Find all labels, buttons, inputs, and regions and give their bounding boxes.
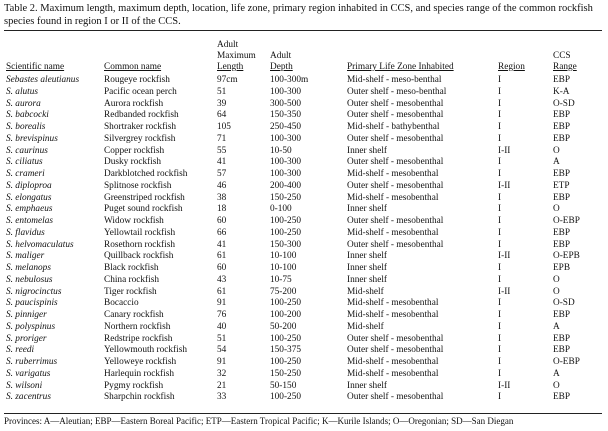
cell-length: 97cm xyxy=(217,75,238,85)
cell-range: EBP xyxy=(553,122,571,132)
header-length-top2: Maximum xyxy=(217,51,256,61)
cell-range: EBP xyxy=(553,333,571,344)
cell-life-zone: Mid-shelf xyxy=(347,321,384,332)
cell-scientific-name: S. melanops xyxy=(6,263,51,273)
cell-range: A xyxy=(553,368,560,379)
cell-region: I xyxy=(498,204,502,215)
cell-region: I xyxy=(498,345,502,356)
cell-life-zone: Mid-shelf - mesobenthal xyxy=(347,310,439,320)
table-row xyxy=(0,122,608,134)
cell-scientific-name: S. diploproa xyxy=(6,180,52,191)
cell-region: I xyxy=(498,133,502,144)
cell-common-name: Yellowmouth rockfish xyxy=(104,345,187,356)
table-caption: Table 2. Maximum length, maximum depth, location, life zone, primary region inhabited in CCS, and species range of the common rockfish species found in region I or II of the CCS. xyxy=(4,3,593,27)
cell-common-name: Puget sound rockfish xyxy=(104,204,183,215)
cell-scientific-name: S. alutus xyxy=(6,86,39,97)
cell-life-zone: Outer shelf - meso-benthal xyxy=(347,86,447,97)
cell-length: 61 xyxy=(217,251,227,262)
cell-common-name: Tiger rockfish xyxy=(104,286,157,297)
table-row xyxy=(0,75,608,87)
header-range-top: CCS xyxy=(553,51,571,61)
header-length-top1: Adult xyxy=(217,40,239,50)
cell-life-zone: Outer shelf - mesobenthal xyxy=(347,98,444,109)
cell-depth: 100-300 xyxy=(270,86,301,97)
cell-depth: 150-375 xyxy=(270,345,301,356)
cell-range: O-EPB xyxy=(553,251,580,262)
cell-scientific-name: S. reedi xyxy=(6,345,35,356)
cell-length: 55 xyxy=(217,145,227,156)
bottom-rule xyxy=(4,413,602,414)
cell-life-zone: Inner shelf xyxy=(347,380,388,391)
cell-depth: 75-200 xyxy=(270,286,297,297)
table-row xyxy=(0,251,608,263)
cell-region: I-II xyxy=(498,180,511,191)
table-row xyxy=(0,87,608,99)
cell-scientific-name: S. crameri xyxy=(6,169,45,179)
cell-depth: 250-450 xyxy=(270,122,301,132)
cell-depth: 100-250 xyxy=(270,392,301,403)
cell-life-zone: Mid-shelf - mesobenthal xyxy=(347,169,439,179)
cell-scientific-name: S. elongatus xyxy=(6,192,52,203)
cell-length: 18 xyxy=(217,204,227,215)
cell-length: 51 xyxy=(217,333,227,344)
cell-range: O xyxy=(553,380,560,391)
cell-life-zone: Mid-shelf - mesobenthal xyxy=(347,227,439,238)
cell-region: I xyxy=(498,110,502,121)
cell-life-zone: Mid-shelf - meso-benthal xyxy=(347,75,442,85)
cell-scientific-name: S. entomelas xyxy=(6,216,53,226)
cell-common-name: Northern rockfish xyxy=(104,321,171,332)
cell-region: I xyxy=(498,192,502,203)
cell-life-zone: Inner shelf xyxy=(347,251,388,262)
cell-scientific-name: S. ciliatus xyxy=(6,157,43,168)
cell-life-zone: Outer shelf - mesobenthal xyxy=(347,180,444,191)
cell-common-name: Yelloweye rockfish xyxy=(104,357,177,367)
cell-life-zone: Inner shelf xyxy=(347,204,388,215)
cell-region: I xyxy=(498,392,502,403)
cell-depth: 100-250 xyxy=(270,298,301,309)
cell-region: I xyxy=(498,239,502,250)
cell-scientific-name: S. nigrocinctus xyxy=(6,286,62,297)
cell-range: O-EBP xyxy=(553,357,580,367)
table-row xyxy=(0,146,608,158)
cell-region: I-II xyxy=(498,251,511,262)
table-row xyxy=(0,392,608,404)
cell-common-name: Quillback rockfish xyxy=(104,251,174,262)
cell-region: I xyxy=(498,75,502,85)
cell-scientific-name: S. polyspinus xyxy=(6,321,56,332)
table-row xyxy=(0,181,608,193)
cell-region: I xyxy=(498,263,502,273)
cell-scientific-name: S. pinniger xyxy=(6,310,47,320)
cell-region: I-II xyxy=(498,286,511,297)
cell-common-name: Aurora rockfish xyxy=(104,98,164,109)
cell-range: EBP xyxy=(553,133,571,144)
cell-depth: 10-50 xyxy=(270,145,292,156)
table-row xyxy=(0,157,608,169)
cell-scientific-name: S. flavidus xyxy=(6,227,45,238)
cell-scientific-name: S. wilsoni xyxy=(6,380,43,391)
cell-region: I xyxy=(498,169,502,179)
cell-scientific-name: S. helvomaculatus xyxy=(6,239,74,250)
cell-depth: 10-100 xyxy=(270,263,297,273)
cell-scientific-name: S. nebulosus xyxy=(6,274,53,285)
table-row xyxy=(0,193,608,205)
cell-range: O xyxy=(553,286,560,297)
cell-life-zone: Mid-shelf - bathybenthal xyxy=(347,122,440,132)
table-row xyxy=(0,381,608,393)
cell-life-zone: Mid-shelf - mesobenthal xyxy=(347,368,439,379)
table-row xyxy=(0,99,608,111)
cell-depth: 100-200 xyxy=(270,310,301,320)
cell-scientific-name: S. caurinus xyxy=(6,145,48,156)
header-depth: Depth xyxy=(270,62,293,72)
cell-depth: 100-250 xyxy=(270,357,301,367)
cell-scientific-name: S. proriger xyxy=(6,333,47,344)
cell-region: I xyxy=(498,310,502,320)
cell-common-name: Dusky rockfish xyxy=(104,157,162,168)
header-depth-top: Adult xyxy=(270,51,292,61)
cell-range: EBP xyxy=(553,110,571,121)
header-common-name: Common name xyxy=(104,62,162,72)
cell-region: I xyxy=(498,321,502,332)
table-row xyxy=(0,169,608,181)
cell-range: EPB xyxy=(553,263,571,273)
cell-life-zone: Inner shelf xyxy=(347,145,388,156)
cell-range: O-SD xyxy=(553,98,575,109)
cell-common-name: Rosethorn rockfish xyxy=(104,239,176,250)
footnote: Provinces: A—Aleutian; EBP—Eastern Boreal Pacific; ETP—Eastern Tropical Pacific; K—Kurile Islands; O—Oregonian; SD—San Diegan xyxy=(4,416,514,426)
cell-scientific-name: S. brevispinus xyxy=(6,133,58,144)
cell-depth: 100-300 xyxy=(270,133,301,144)
cell-depth: 100-300 xyxy=(270,157,301,168)
cell-depth: 150-350 xyxy=(270,110,301,121)
cell-region: I xyxy=(498,86,502,97)
cell-length: 38 xyxy=(217,192,227,203)
table-row xyxy=(0,369,608,381)
cell-range: O-SD xyxy=(553,298,575,309)
cell-scientific-name: S. varigatus xyxy=(6,368,51,379)
cell-depth: 0-100 xyxy=(270,204,292,215)
cell-common-name: Redstripe rockfish xyxy=(104,333,173,344)
cell-region: I xyxy=(498,98,502,109)
table-row xyxy=(0,345,608,357)
cell-common-name: Shortraker rockfish xyxy=(104,122,177,132)
cell-region: I xyxy=(498,368,502,379)
cell-depth: 50-200 xyxy=(270,321,297,332)
table-row xyxy=(0,310,608,322)
cell-life-zone: Outer shelf - mesobenthal xyxy=(347,333,444,344)
cell-scientific-name: S. aurora xyxy=(6,98,41,109)
table-row xyxy=(0,334,608,346)
table-row xyxy=(0,240,608,252)
cell-common-name: Darkblotched rockfish xyxy=(104,169,188,179)
cell-region: I xyxy=(498,333,502,344)
table-row xyxy=(0,228,608,240)
cell-scientific-name: Sebastes aleutianus xyxy=(6,75,80,85)
header-length: Length xyxy=(217,62,244,72)
cell-range: EBP xyxy=(553,192,571,203)
cell-length: 76 xyxy=(217,310,227,320)
cell-length: 40 xyxy=(217,321,227,332)
cell-scientific-name: S. paucispinis xyxy=(6,298,58,309)
cell-length: 57 xyxy=(217,169,227,179)
header-scientific-name: Scientific name xyxy=(6,62,65,72)
cell-range: EBP xyxy=(553,239,571,250)
table-row xyxy=(0,322,608,334)
header-life-zone: Primary Life Zone Inhabited xyxy=(347,62,454,72)
cell-range: EBP xyxy=(553,392,571,403)
cell-life-zone: Inner shelf xyxy=(347,263,388,273)
table-row xyxy=(0,204,608,216)
cell-scientific-name: S. maliger xyxy=(6,251,45,262)
cell-length: 64 xyxy=(217,110,227,121)
cell-length: 60 xyxy=(217,216,227,226)
cell-region: I-II xyxy=(498,145,511,156)
cell-common-name: Sharpchin rockfish xyxy=(104,392,175,403)
cell-region: I xyxy=(498,227,502,238)
cell-common-name: Widow rockfish xyxy=(104,216,164,226)
cell-depth: 150-250 xyxy=(270,192,301,203)
cell-length: 91 xyxy=(217,357,227,367)
table-row xyxy=(0,287,608,299)
cell-length: 46 xyxy=(217,180,227,191)
cell-depth: 10-75 xyxy=(270,274,292,285)
header-range: Range xyxy=(553,62,577,72)
cell-scientific-name: S. zacentrus xyxy=(6,392,51,403)
cell-depth: 200-400 xyxy=(270,180,301,191)
cell-life-zone: Mid-shelf xyxy=(347,286,384,297)
cell-life-zone: Mid-shelf - mesobenthal xyxy=(347,298,439,309)
cell-life-zone: Outer shelf - mesobenthal xyxy=(347,110,444,121)
cell-range: O xyxy=(553,145,560,156)
cell-range: EBP xyxy=(553,227,571,238)
cell-common-name: Pygmy rockfish xyxy=(104,380,164,391)
cell-depth: 100-250 xyxy=(270,227,301,238)
cell-life-zone: Outer shelf - mesobenthal xyxy=(347,392,444,403)
table-row xyxy=(0,134,608,146)
cell-life-zone: Outer shelf - mesobenthal xyxy=(347,216,444,226)
cell-scientific-name: S. ruberrimus xyxy=(6,357,58,367)
table-row xyxy=(0,298,608,310)
cell-length: 39 xyxy=(217,98,227,109)
cell-range: O-EBP xyxy=(553,216,580,226)
cell-common-name: Yellowtail rockfish xyxy=(104,227,176,238)
cell-range: O xyxy=(553,274,560,285)
cell-region: I xyxy=(498,157,502,168)
cell-length: 105 xyxy=(217,122,231,132)
cell-length: 21 xyxy=(217,380,227,391)
cell-common-name: Canary rockfish xyxy=(104,310,164,320)
cell-common-name: Pacific ocean perch xyxy=(104,86,177,97)
cell-common-name: Copper rockfish xyxy=(104,145,165,156)
cell-common-name: Bocaccio xyxy=(104,298,139,309)
cell-length: 60 xyxy=(217,263,227,273)
cell-depth: 100-250 xyxy=(270,216,301,226)
cell-depth: 150-300 xyxy=(270,239,301,250)
cell-common-name: China rockfish xyxy=(104,274,159,285)
top-rule xyxy=(4,30,602,31)
cell-length: 51 xyxy=(217,86,227,97)
header-region: Region xyxy=(498,62,525,72)
cell-common-name: Rougeye rockfish xyxy=(104,75,170,85)
cell-life-zone: Mid-shelf - mesobenthal xyxy=(347,192,439,203)
cell-life-zone: Outer shelf - mesobenthal xyxy=(347,157,444,168)
cell-depth: 100-300 xyxy=(270,169,301,179)
cell-length: 32 xyxy=(217,368,227,379)
cell-region: I xyxy=(498,357,502,367)
cell-scientific-name: S. babcocki xyxy=(6,110,49,121)
cell-common-name: Harlequin rockfish xyxy=(104,368,174,379)
cell-range: EBP xyxy=(553,169,571,179)
cell-range: A xyxy=(553,321,560,332)
cell-length: 71 xyxy=(217,133,227,144)
cell-scientific-name: S. borealis xyxy=(6,122,46,132)
cell-life-zone: Outer shelf - mesobenthal xyxy=(347,345,444,356)
cell-life-zone: Outer shelf - mesobenthal xyxy=(347,133,444,144)
cell-common-name: Redbanded rockfish xyxy=(104,110,179,121)
cell-life-zone: Outer shelf - mesobenthal xyxy=(347,239,444,250)
cell-region: I xyxy=(498,122,502,132)
cell-region: I xyxy=(498,216,502,226)
cell-range: EBP xyxy=(553,345,571,356)
cell-depth: 50-150 xyxy=(270,380,297,391)
cell-depth: 100-300m xyxy=(270,75,309,85)
cell-length: 61 xyxy=(217,286,227,297)
cell-common-name: Black rockfish xyxy=(104,263,159,273)
cell-range: O xyxy=(553,204,560,215)
cell-length: 54 xyxy=(217,345,227,356)
cell-range: ETP xyxy=(553,180,570,191)
table-row xyxy=(0,275,608,287)
cell-length: 91 xyxy=(217,298,227,309)
cell-length: 66 xyxy=(217,227,227,238)
table-row xyxy=(0,110,608,122)
cell-length: 33 xyxy=(217,392,227,403)
table-row xyxy=(0,216,608,228)
cell-life-zone: Mid-shelf - mesobenthal xyxy=(347,357,439,367)
cell-length: 41 xyxy=(217,239,227,250)
cell-range: K-A xyxy=(553,86,570,97)
cell-depth: 150-250 xyxy=(270,368,301,379)
cell-range: EBP xyxy=(553,310,571,320)
cell-range: A xyxy=(553,157,560,168)
cell-common-name: Silvergrey rockfish xyxy=(104,133,176,144)
cell-region: I xyxy=(498,274,502,285)
cell-common-name: Greenstriped rockfish xyxy=(104,192,185,203)
cell-depth: 10-100 xyxy=(270,251,297,262)
cell-region: I xyxy=(498,298,502,309)
cell-depth: 100-250 xyxy=(270,333,301,344)
table-row xyxy=(0,263,608,275)
cell-common-name: Splitnose rockfish xyxy=(104,180,172,191)
cell-length: 41 xyxy=(217,157,227,168)
table-row xyxy=(0,357,608,369)
cell-range: EBP xyxy=(553,75,571,85)
cell-scientific-name: S. emphaeus xyxy=(6,204,53,215)
cell-life-zone: Inner shelf xyxy=(347,274,388,285)
cell-region: I-II xyxy=(498,380,511,391)
cell-length: 43 xyxy=(217,274,227,285)
cell-depth: 300-500 xyxy=(270,98,301,109)
